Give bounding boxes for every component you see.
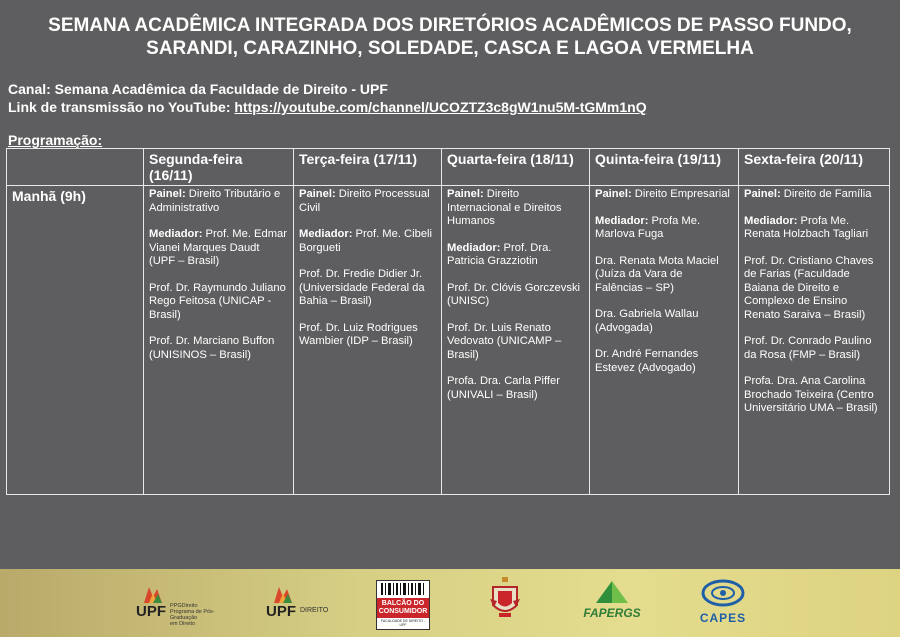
mediador-line: Mediador: Prof. Me. Cibeli Borgueti: [299, 228, 433, 254]
barcode-icon: [377, 583, 429, 597]
speaker-line: Dra. Gabriela Wallau (Advogada): [595, 308, 699, 334]
painel-line: Painel: Direito Internacional e Direitos Humanos: [447, 188, 562, 227]
painel-line: Painel: Direito Empresarial: [595, 188, 730, 200]
upf-direito-logo: [266, 585, 336, 625]
capes-logo: [698, 577, 748, 629]
mediador-line: Mediador: Prof. Me. Edmar Vianei Marques Daudt (UPF – Brasil): [149, 228, 288, 267]
balcao-consumidor-logo: [376, 580, 430, 630]
speaker-line: Dr. André Fernandes Estevez (Advogado): [595, 348, 699, 374]
speaker-line: Prof. Dr. Clóvis Gorczevski (UNISC): [447, 281, 581, 307]
speaker-line: Prof. Dr. Fredie Didier Jr. (Universidade Federal da Bahia – Brasil): [299, 268, 425, 307]
corner-cell: [7, 149, 144, 186]
header-row: [7, 149, 890, 186]
balcao-caption: FACULDADE DE DIREITO - UPF: [380, 619, 426, 627]
painel-line: Painel: Direito de Família: [744, 188, 872, 200]
event-title: [0, 14, 900, 60]
upf-flame-icon: [270, 585, 296, 603]
fapergs-text: FAPERGS: [583, 606, 641, 620]
ppgdireito-caption: PPGDireito Programa de Pós-Graduação em Direito: [170, 603, 215, 627]
sponsor-footer: [0, 569, 900, 637]
speaker-line: Profa. Dra. Carla Piffer (UNIVALI – Brasil): [447, 375, 560, 401]
upf-ppgdireito-logo: [136, 585, 236, 625]
mediador-line: Mediador: Profa Me. Renata Holzbach Tagliari: [744, 214, 869, 240]
capes-emblem-icon: [698, 577, 748, 611]
upf-text: UPF: [266, 603, 296, 620]
upf-flame-icon: [140, 585, 166, 603]
programacao-heading: Programação:: [8, 132, 103, 148]
speaker-line: Prof. Dr. Raymundo Juliano Rego Feitosa (UNICAP - Brasil): [149, 281, 286, 321]
speaker-line: Prof. Dr. Marciano Buffon (UNISINOS – Brasil): [149, 335, 275, 361]
canal-text: Canal: Semana Acadêmica da Faculdade de Direito - UPF: [8, 81, 388, 97]
capes-text: CAPES: [699, 611, 747, 625]
schedule-table: [6, 148, 890, 495]
day-header: Terça-feira (17/11): [294, 149, 442, 186]
day-header: Segunda-feira (16/11): [144, 149, 294, 186]
direito-caption: DIREITO: [300, 607, 329, 614]
mediador-line: Mediador: Profa Me. Marlova Fuga: [595, 214, 701, 240]
painel-line: Painel: Direito Tributário e Administrativo: [149, 188, 281, 214]
title-line-1: SEMANA ACADÊMICA INTEGRADA DOS DIRETÓRIOS ACADÊMICOS DE PASSO FUNDO,: [48, 15, 852, 36]
balcao-banner: BALCÃO DO CONSUMIDOR: [377, 598, 429, 618]
link-label: Link de transmissão no YouTube:: [8, 99, 235, 115]
day-header: Quarta-feira (18/11): [442, 149, 590, 186]
schedule-cell-tuesday: [294, 186, 442, 495]
title-line-2: SARANDI, CARAZINHO, SOLEDADE, CASCA E LAGOA VERMELHA: [146, 38, 754, 59]
crest-logo: [488, 577, 522, 621]
crest-shield-icon: [488, 577, 522, 621]
speaker-line: Prof. Dr. Conrado Paulino da Rosa (FMP – Brasil): [744, 335, 872, 361]
schedule-cell-wednesday: [442, 186, 590, 495]
info-block: [8, 80, 647, 116]
schedule-cell-friday: [739, 186, 890, 495]
day-header: Quinta-feira (19/11): [590, 149, 739, 186]
youtube-link-row: [8, 98, 647, 116]
speaker-line: Prof. Dr. Cristiano Chaves de Farias (Faculdade Baiana de Direito e Complexo de Ensino Renato Saraiva – Brasil): [744, 254, 874, 321]
fapergs-logo: [580, 579, 644, 627]
speaker-line: Profa. Dra. Ana Carolina Brochado Teixeira (Centro Universitário UMA – Brasil): [744, 375, 878, 414]
table-row: [7, 186, 890, 495]
schedule-cell-monday: [144, 186, 294, 495]
speaker-line: Dra. Renata Mota Maciel (Juíza da Vara de Falências – SP): [595, 254, 719, 294]
upf-text: UPF: [136, 603, 166, 620]
mediador-line: Mediador: Prof. Dra. Patricia Grazziotin: [447, 241, 552, 267]
youtube-link[interactable]: https://youtube.com/channel/UCOZTZ3c8gW1nu5M-tGMm1nQ: [234, 99, 647, 115]
painel-line: Painel: Direito Processual Civil: [299, 188, 430, 214]
speaker-line: Prof. Dr. Luiz Rodrigues Wambier (IDP – Brasil): [299, 321, 418, 347]
day-header: Sexta-feira (20/11): [739, 149, 890, 186]
period-cell: Manhã (9h): [7, 186, 144, 495]
fapergs-leaf-icon: [592, 579, 632, 605]
schedule-cell-thursday: [590, 186, 739, 495]
speaker-line: Prof. Dr. Luis Renato Vedovato (UNICAMP – Brasil): [447, 321, 562, 361]
